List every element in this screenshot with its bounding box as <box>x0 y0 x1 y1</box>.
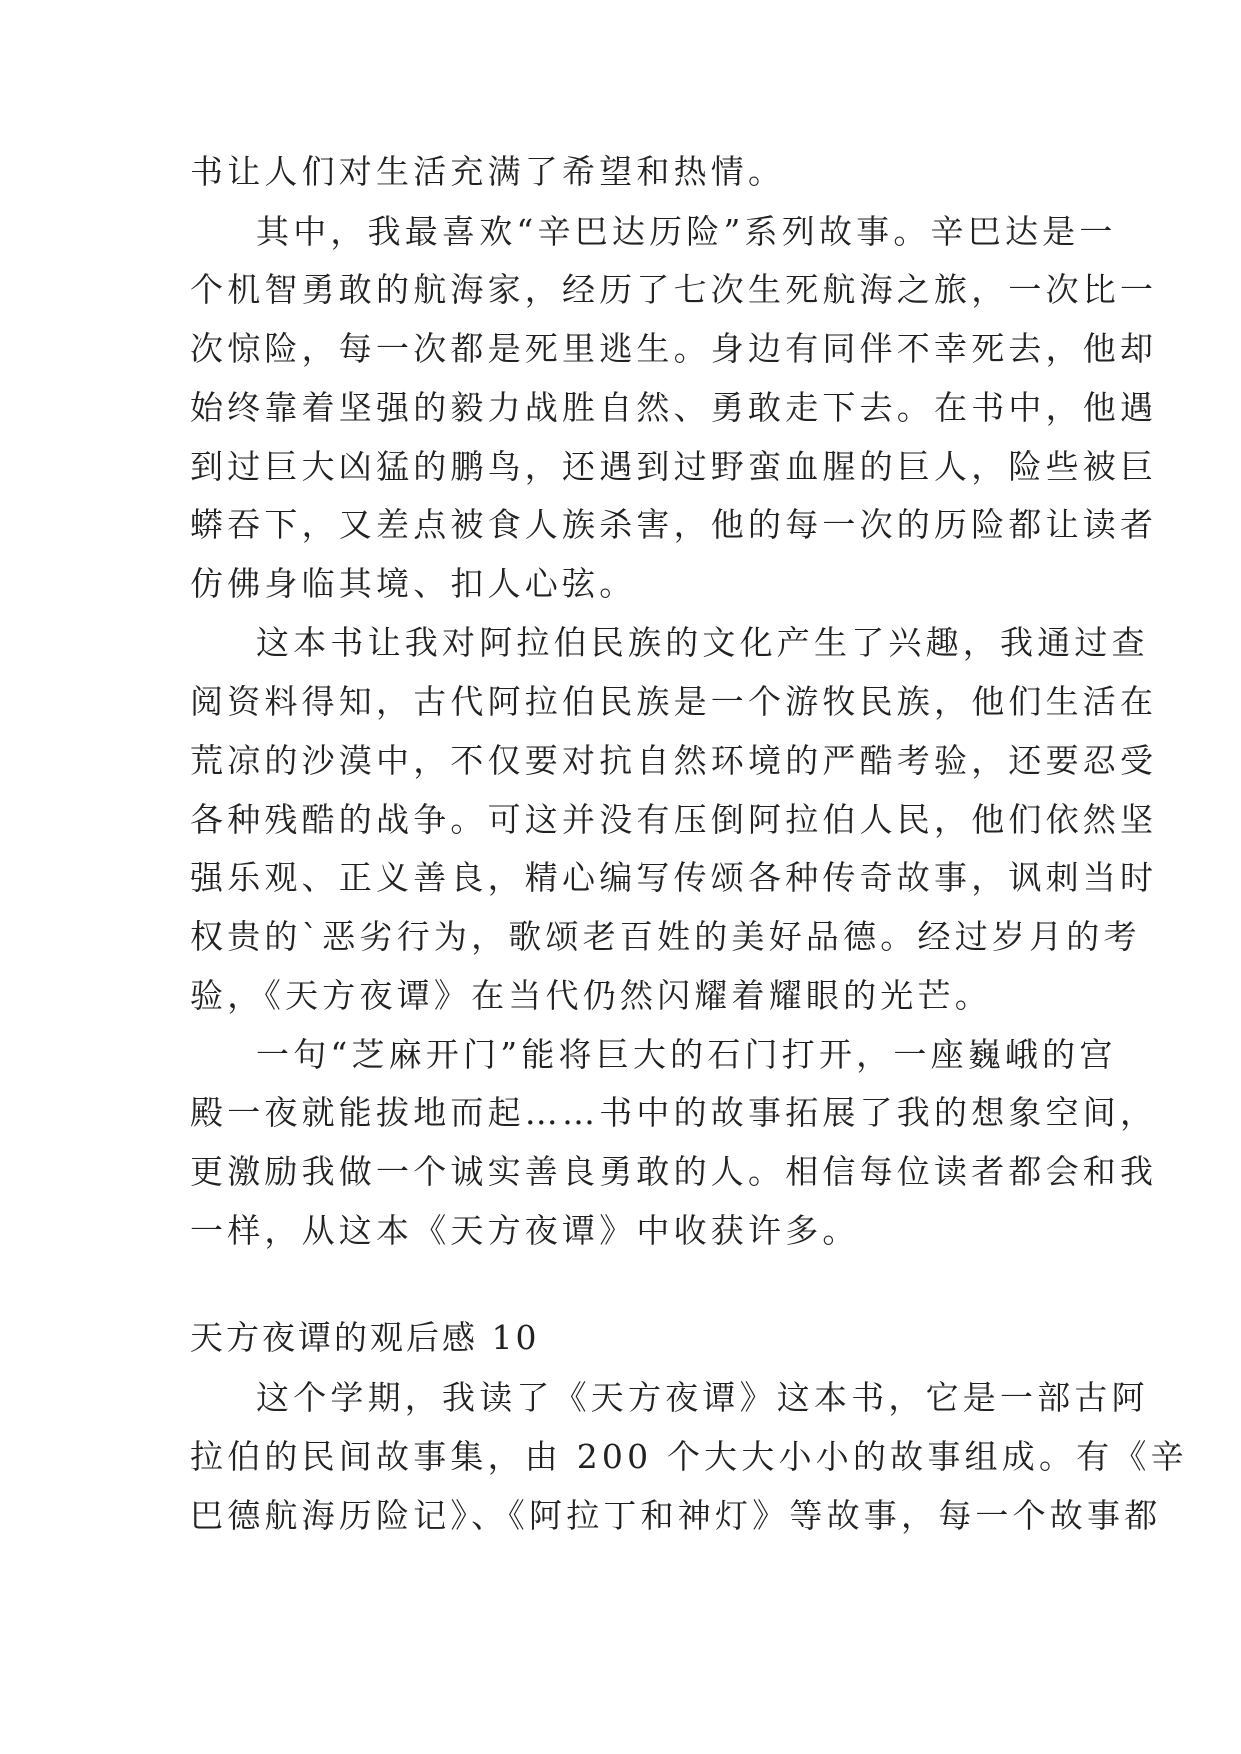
paragraph-line: 始终靠着坚强的毅力战胜自然、勇敢走下去。在书中，他遇 <box>190 388 1158 427</box>
paragraph-line: 巴德航海历险记》、《阿拉丁和神灯》等故事，每一个故事都 <box>190 1496 1162 1535</box>
paragraph-line: 权贵的`恶劣行为，歌颂老百姓的美好品德。经过岁月的考 <box>190 917 1141 956</box>
paragraph-line: 强乐观、正义善良，精心编写传颂各种传奇故事，讽刺当时 <box>190 858 1158 897</box>
paragraph-line: 阅资料得知，古代阿拉伯民族是一个游牧民族，他们生活在 <box>190 682 1158 721</box>
paragraph-line: 更激励我做一个诚实善良勇敢的人。相信每位读者都会和我 <box>190 1152 1158 1191</box>
paragraph-line: 一样，从这本《天方夜谭》中收获许多。 <box>190 1211 860 1250</box>
paragraph-line: 殿一夜就能拔地而起……书中的故事拓展了我的想象空间， <box>190 1093 1158 1132</box>
paragraph-line: 拉伯的民间故事集，由 200 个大大小小的故事组成。有《辛 <box>190 1437 1188 1476</box>
paragraph-line: 验，《天方夜谭》在当代仍然闪耀着耀眼的光芒。 <box>190 976 992 1015</box>
section-heading: 天方夜谭的观后感 10 <box>190 1318 540 1357</box>
paragraph-line: 各种残酷的战争。可这并没有压倒阿拉伯人民，他们依然坚 <box>190 800 1158 839</box>
paragraph-line: 到过巨大凶猛的鹏鸟，还遇到过野蛮血腥的巨人，险些被巨 <box>190 447 1158 486</box>
paragraph-line: 仿佛身临其境、扣人心弦。 <box>190 564 637 603</box>
paragraph-line: 一句“芝麻开门”能将巨大的石门打开，一座巍峨的宫 <box>256 1035 1117 1074</box>
paragraph-line: 蟒吞下，又差点被食人族杀害，他的每一次的历险都让读者 <box>190 505 1158 544</box>
paragraph-line: 其中，我最喜欢“辛巴达历险”系列故事。辛巴达是一 <box>256 212 1117 251</box>
paragraph-line: 书让人们对生活充满了希望和热情。 <box>190 152 786 191</box>
paragraph-line: 这本书让我对阿拉伯民族的文化产生了兴趣，我通过查 <box>256 623 1149 662</box>
paragraph-line: 次惊险，每一次都是死里逃生。身边有同伴不幸死去，他却 <box>190 329 1158 368</box>
paragraph-line: 这个学期，我读了《天方夜谭》这本书，它是一部古阿 <box>256 1378 1149 1417</box>
paragraph-line: 个机智勇敢的航海家，经历了七次生死航海之旅，一次比一 <box>190 270 1158 309</box>
paragraph-line: 荒凉的沙漠中，不仅要对抗自然环境的严酷考验，还要忍受 <box>190 741 1158 780</box>
